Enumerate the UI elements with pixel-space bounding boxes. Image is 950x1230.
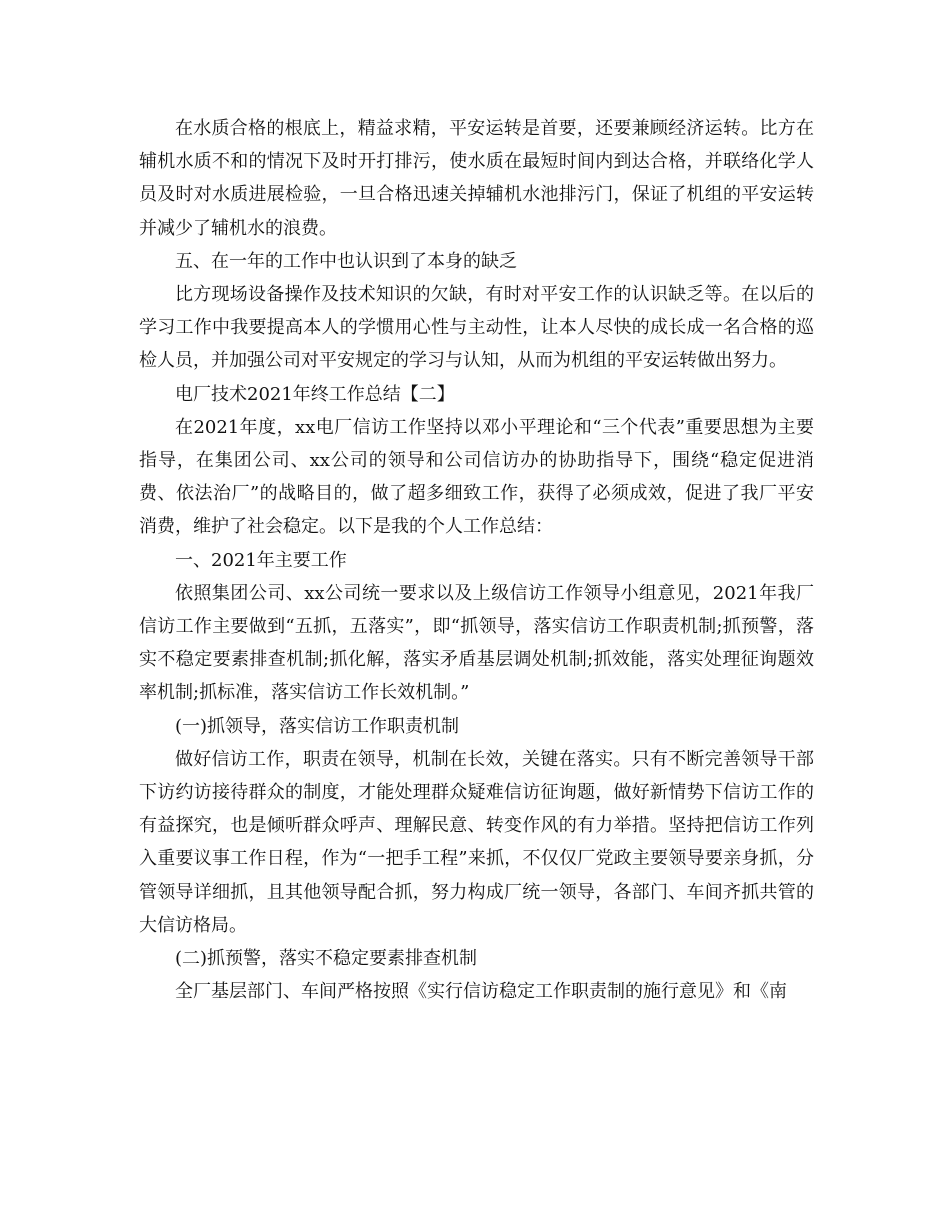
section-heading-shortcomings: 五、在一年的工作中也认识到了本身的缺乏	[175, 250, 517, 272]
paragraph-five-grasps: 依照集团公司、xx公司统一要求以及上级信访工作领导小组意见，2021年我厂信访工作主要做到“五抓，五落实”，即“抓领导，落实信访工作职责机制;抓预警，落实不稳定要素排查机制;抓化解，落实矛盾基层调处机制;抓效能，落实处理征询题效率机制;抓标准，落实信访工作长效机制。”	[139, 582, 814, 704]
section-heading-main-work: 一、2021年主要工作	[175, 549, 347, 571]
paragraph-early-warning: 全厂基层部门、车间严格按照《实行信访稳定工作职责制的施行意见》和《南	[175, 981, 787, 1003]
paragraph-leadership: 做好信访工作，职责在领导，机制在长效，关键在落实。只有不断完善领导干部下访约访接待群众的制度，才能处理群众疑难信访征询题，做好新情势下信访工作的有益探究，也是倾听群众呼声、理解民意、转变作风的有力举措。坚持把信访工作列入重要议事工作日程，作为“一把手工程”来抓，不仅仅厂党政主要领导要亲身抓，分管领导详细抓，且其他领导配合抓，努力构成厂统一领导，各部门、车间齐抓共管的大信访格局。	[139, 748, 814, 936]
subheading-leadership: (一)抓领导，落实信访工作职责机制	[175, 715, 460, 737]
paragraph-shortcomings: 比方现场设备操作及技术知识的欠缺，有时对平安工作的认识缺乏等。在以后的学习工作中我要提高本人的学惯用心性与主动性，让本人尽快的成长成一名合格的巡检人员，并加强公司对平安规定的学习与认知，从而为机组的平安运转做出努力。	[139, 284, 814, 372]
document-page	[139, 112, 814, 1008]
document-subtitle: 电厂技术2021年终工作总结【二】	[175, 383, 455, 405]
subheading-early-warning: (二)抓预警，落实不稳定要素排查机制	[175, 948, 478, 970]
paragraph-intro-2021: 在2021年度，xx电厂信访工作坚持以邓小平理论和“三个代表”重要思想为主要指导，在集团公司、xx公司的领导和公司信访办的协助指导下，围绕“稳定促进消费、依法治厂”的战略目的，做了超多细致工作，获得了必须成效，促进了我厂平安消费，维护了社会稳定。以下是我的个人工作总结：	[139, 416, 814, 538]
paragraph-water-quality: 在水质合格的根底上，精益求精，平安运转是首要，还要兼顾经济运转。比方在辅机水质不和的情况下及时开打排污，使水质在最短时间内到达合格，并联络化学人员及时对水质进展检验，一旦合格迅速关掉辅机水池排污门，保证了机组的平安运转并减少了辅机水的浪费。	[139, 118, 814, 239]
